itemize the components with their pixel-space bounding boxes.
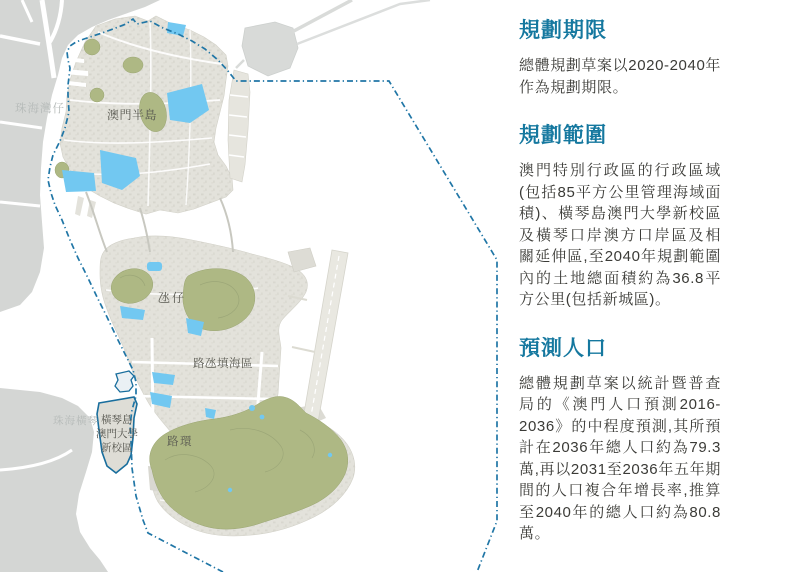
planning-scope-heading: 規劃範圍 [519,124,607,147]
label-um-campus-line3: 新校區 [101,442,133,454]
population-forecast-body: 總體規劃草案以統計暨普查局的《澳門人口預測2016-2036》的中程度預測,其所預計在2036年總人口約為79.3萬,再以2031至2036年五年期間的人口複合年增長率,推算至2040年的總人口約為80.8萬。 [519,374,721,542]
planning-period-body: 總體規劃草案以2020-2040年作為規劃期限。 [519,57,721,96]
section-population-forecast [519,336,721,545]
info-panel [519,18,721,570]
label-macau-peninsula: 澳門半島 [107,108,158,122]
label-coloane: 路環 [167,436,193,448]
label-zhuhai-hengqin: 珠海橫琴 [53,415,99,427]
label-um-campus-line1: 橫琴島 [101,414,133,426]
label-um-campus-line2: 澳門大學 [96,428,138,440]
planning-scope-body: 澳門特別行政區的行政區域(包括85平方公里管理海域面積)、橫琴島澳門大學新校區及橫琴口岸澳方口岸區及相關延伸區,至2040年規劃範圍內的土地總面積約為36.8平方公里(包括新城區)。 [519,162,721,308]
label-cotai-reclamation: 路氹填海區 [193,358,253,370]
section-planning-scope [519,123,721,311]
section-planning-period [519,18,721,98]
label-taipa: 氹仔 [158,291,187,305]
hengqin-port-zone [115,371,134,392]
population-forecast-heading: 預測人口 [519,336,607,360]
label-zhuhai-wanzai: 珠海灣仔 [15,103,65,115]
planning-period-heading: 規劃期限 [519,19,607,42]
